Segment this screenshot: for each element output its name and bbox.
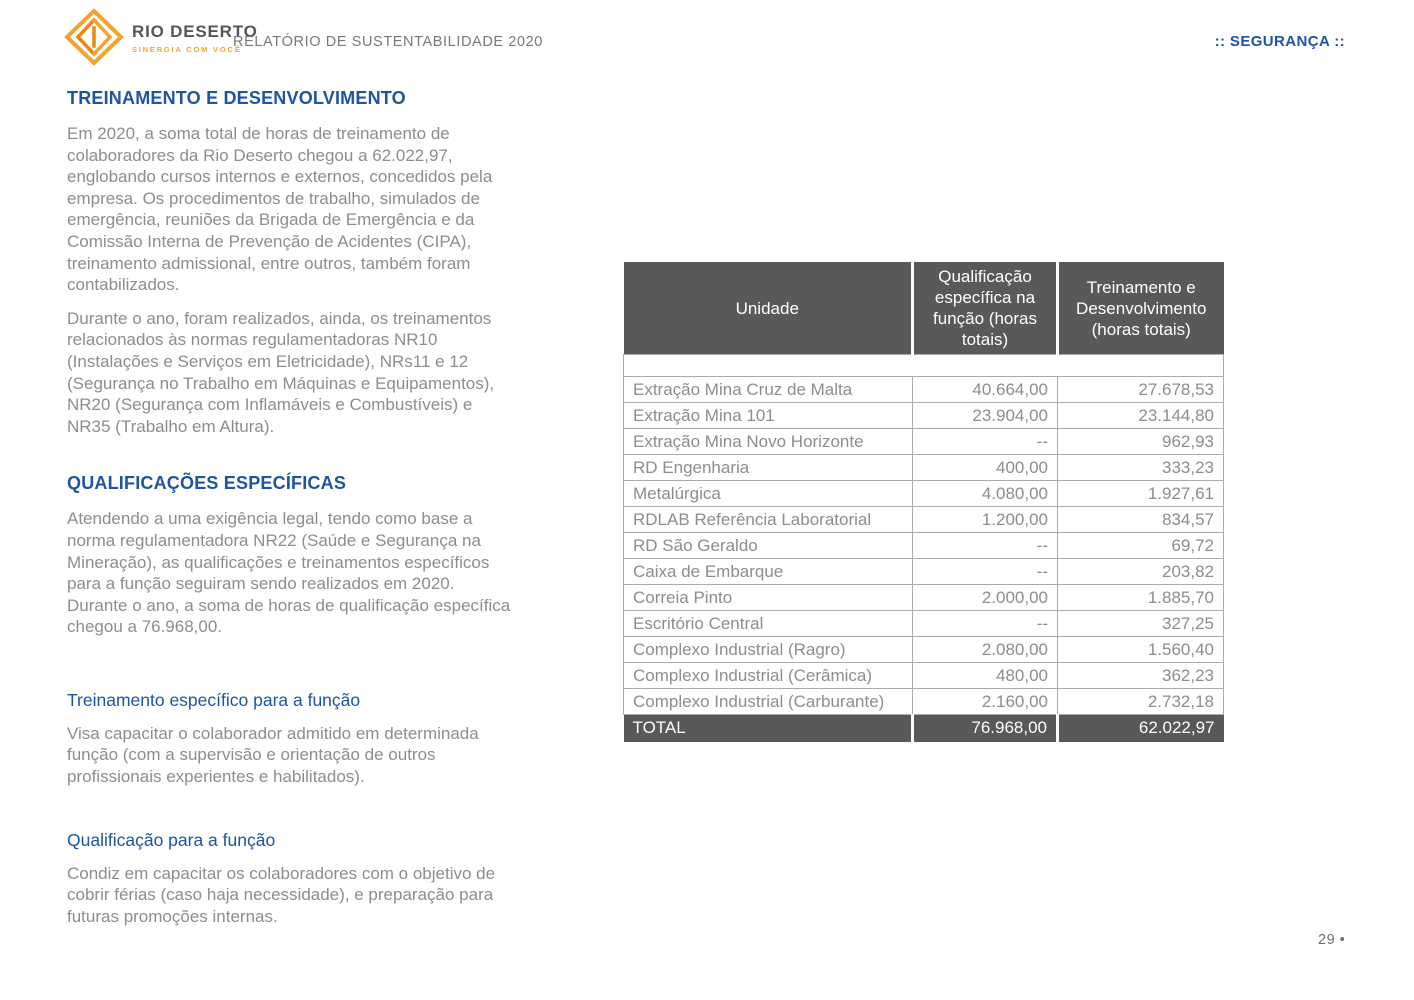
total-label: TOTAL [624, 715, 913, 742]
training-hours-table-wrap [623, 262, 1223, 742]
table-spacer-row [624, 355, 1224, 377]
cell-qualificacao: -- [913, 559, 1058, 585]
table-row [624, 403, 1224, 429]
cell-unidade: RD Engenharia [624, 455, 913, 481]
cell-treinamento: 203,82 [1058, 559, 1224, 585]
heading-qualificacoes-especificas: QUALIFICAÇÕES ESPECÍFICAS [67, 473, 347, 494]
table-row [624, 611, 1224, 637]
cell-qualificacao: 2.000,00 [913, 585, 1058, 611]
column-header-unidade: Unidade [624, 262, 913, 355]
table-row [624, 507, 1224, 533]
paragraph-qualificacao-funcao: Condiz em capacitar os colaboradores com o objetivo de cobrir férias (caso haja necessidade), e preparação para futuras promoções internas. [67, 863, 496, 926]
cell-qualificacao: 2.080,00 [913, 637, 1058, 663]
paragraph-treinamento-1: Em 2020, a soma total de horas de treinamento de colaboradores da Rio Deserto chegou a 62.022,97, englobando cursos internos e externos, concedidos pela empresa. Os procedimentos de trabalho, simulados de emergência, reuniões da Brigada de Emergência e da Comissão Interna de Prevenção de Acidentes (CIPA), treinamento admissional, entre outros, também foram contabilizados. [67, 124, 493, 295]
cell-qualificacao: -- [913, 611, 1058, 637]
total-qualificacao: 76.968,00 [913, 715, 1058, 742]
table-row [624, 559, 1224, 585]
subheading-treinamento-especifico: Treinamento específico para a função [67, 689, 361, 710]
cell-unidade: RD São Geraldo [624, 533, 913, 559]
brand-name: RIO DESERTO [132, 22, 258, 41]
cell-treinamento: 69,72 [1058, 533, 1224, 559]
column-header-qualificacao: Qualificação específica na função (horas totais) [913, 262, 1058, 355]
table-row [624, 585, 1224, 611]
report-title: RELATÓRIO DE SUSTENTABILIDADE 2020 [233, 34, 543, 50]
page-number: 29 • [1318, 932, 1346, 948]
left-text-column [67, 88, 519, 939]
cell-qualificacao: 4.080,00 [913, 481, 1058, 507]
cell-qualificacao: -- [913, 533, 1058, 559]
section-tag: :: SEGURANÇA :: [1214, 33, 1345, 50]
cell-treinamento: 2.732,18 [1058, 689, 1224, 715]
paragraph-treinamento-especifico: Visa capacitar o colaborador admitido em determinada função (com a supervisão e orientação de outros profissionais experientes e habilitados). [67, 723, 479, 787]
paragraph-qualificacoes: Atendendo a uma exigência legal, tendo como base a norma regulamentadora NR22 (Saúde e Segurança na Mineração), as qualificações e treinamentos específicos para a função seguiram sendo realizados em 2020. Durante o ano, a soma de horas de qualificação específica chegou a 76.968,00. [67, 509, 511, 637]
cell-unidade: Extração Mina Novo Horizonte [624, 429, 913, 455]
cell-treinamento: 834,57 [1058, 507, 1224, 533]
cell-unidade: Caixa de Embarque [624, 559, 913, 585]
table-row [624, 455, 1224, 481]
cell-treinamento: 1.927,61 [1058, 481, 1224, 507]
paragraph-treinamento-2: Durante o ano, foram realizados, ainda, os treinamentos relacionados às normas regulamentadoras NR10 (Instalações e Serviços em Eletricidade), NRs11 e 12 (Segurança no Trabalho em Máquinas e Equipamentos), NR20 (Segurança com Inflamáveis e Combustíveis) e NR35 (Trabalho em Altura). [67, 308, 495, 436]
cell-qualificacao: 400,00 [913, 455, 1058, 481]
brand-tagline: SINERGIA COM VOCÊ [132, 45, 242, 54]
rio-deserto-logo [64, 8, 124, 66]
training-hours-table [623, 262, 1224, 742]
cell-treinamento: 362,23 [1058, 663, 1224, 689]
table-row [624, 663, 1224, 689]
subheading-qualificacao-funcao: Qualificação para a função [67, 829, 276, 850]
table-row [624, 377, 1224, 403]
cell-unidade: Extração Mina Cruz de Malta [624, 377, 913, 403]
cell-qualificacao: 40.664,00 [913, 377, 1058, 403]
cell-unidade: Complexo Industrial (Ragro) [624, 637, 913, 663]
diamond-logo-icon [64, 8, 124, 66]
table-header-row [624, 262, 1224, 355]
cell-qualificacao: 480,00 [913, 663, 1058, 689]
cell-treinamento: 1.560,40 [1058, 637, 1224, 663]
cell-unidade: Escritório Central [624, 611, 913, 637]
table-row [624, 481, 1224, 507]
total-treinamento: 62.022,97 [1058, 715, 1224, 742]
table-total-row [624, 715, 1224, 742]
cell-unidade: Extração Mina 101 [624, 403, 913, 429]
cell-treinamento: 327,25 [1058, 611, 1224, 637]
table-row [624, 637, 1224, 663]
table-row [624, 533, 1224, 559]
cell-qualificacao: 1.200,00 [913, 507, 1058, 533]
cell-qualificacao: 2.160,00 [913, 689, 1058, 715]
column-header-treinamento: Treinamento e Desenvolvimento (horas totais) [1058, 262, 1224, 355]
cell-unidade: Complexo Industrial (Cerâmica) [624, 663, 913, 689]
cell-treinamento: 962,93 [1058, 429, 1224, 455]
cell-treinamento: 333,23 [1058, 455, 1224, 481]
cell-unidade: RDLAB Referência Laboratorial [624, 507, 913, 533]
cell-unidade: Complexo Industrial (Carburante) [624, 689, 913, 715]
cell-treinamento: 1.885,70 [1058, 585, 1224, 611]
cell-unidade: Metalúrgica [624, 481, 913, 507]
cell-treinamento: 27.678,53 [1058, 377, 1224, 403]
cell-qualificacao: -- [913, 429, 1058, 455]
heading-treinamento-desenvolvimento: TREINAMENTO E DESENVOLVIMENTO [67, 88, 406, 108]
cell-qualificacao: 23.904,00 [913, 403, 1058, 429]
cell-treinamento: 23.144,80 [1058, 403, 1224, 429]
cell-unidade: Correia Pinto [624, 585, 913, 611]
table-row [624, 429, 1224, 455]
table-row [624, 689, 1224, 715]
